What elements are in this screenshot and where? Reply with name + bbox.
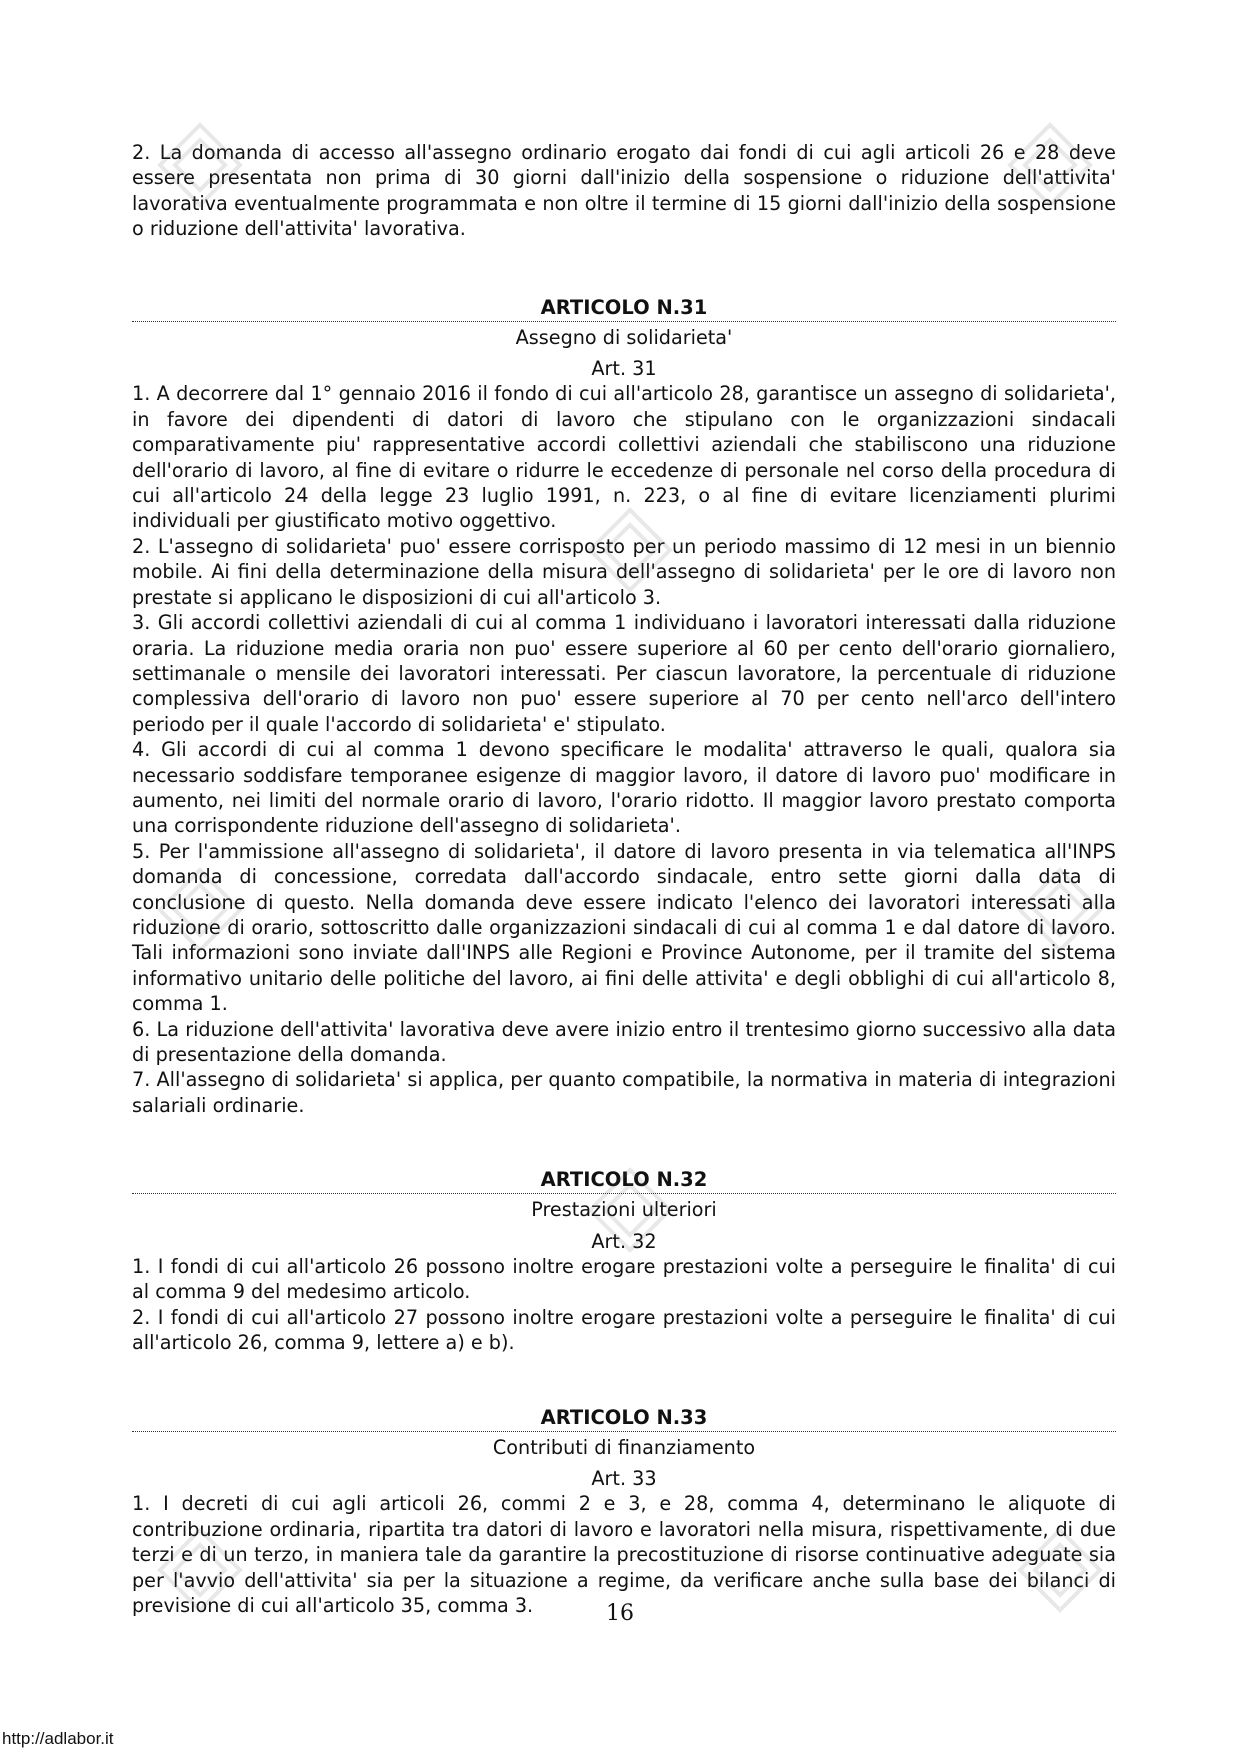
article-33 (132, 1406, 1116, 1619)
article-number: Art. 31 (591, 357, 657, 381)
article-paragraph: 6. La riduzione dell'attivita' lavorativa deve avere inizio entro il trentesimo giorno successivo alla data di presentazione della domanda. (132, 1017, 1116, 1066)
article-heading: ARTICOLO N.33 (540, 1405, 708, 1429)
article-number: Art. 32 (591, 1229, 657, 1253)
article-paragraph: 5. Per l'ammissione all'assegno di solidarieta', il datore di lavoro presenta in via telematica all'INPS domanda di concessione, corredata dall'accordo sindacale, entro sette giorni dalla data di conclusione di questo. Nella domanda deve essere indicato l'elenco dei lavoratori interessati alla riduzione di orario, sottoscritto dalle organizzazioni sindacali di cui al comma 1 e dal datore di lavoro. Tali informazioni sono inviate dall'INPS alle Regioni e Province Autonome, per il tramite del sistema informativo unitario delle politiche del lavoro, ai fini delle attivita' e degli obblighi di cui all'articolo 8, comma 1. (132, 839, 1116, 1016)
article-paragraph: 3. Gli accordi collettivi aziendali di cui al comma 1 individuano i lavoratori interessati dalla riduzione oraria. La riduzione media oraria non puo' essere superiore al 60 per cento dell'orario giornaliero, settimanale o mensile dei lavoratori interessati. Per ciascun lavoratore, la percentuale di riduzione complessiva dell'orario di lavoro non puo' essere superiore al 70 per cento nell'arco dell'intero periodo per il quale l'accordo di solidarieta' e' stipulato. (132, 611, 1116, 736)
article-divider (132, 321, 1116, 322)
article-divider (132, 1431, 1116, 1432)
article-paragraph: 4. Gli accordi di cui al comma 1 devono specificare le modalita' attraverso le quali, qualora sia necessario soddisfare temporanee esigenze di maggior lavoro, il datore di lavoro puo' modificare in aumento, nei limiti del normale orario di lavoro, l'orario ridotto. Il maggior lavoro prestato comporta una corrispondente riduzione dell'assegno di solidarieta'. (132, 738, 1116, 838)
page-number: 16 (606, 1601, 634, 1626)
footer-url[interactable]: http://adlabor.it (2, 1729, 114, 1748)
document-page (132, 140, 1116, 1619)
spacer (132, 242, 1116, 296)
article-paragraph: 2. L'assegno di solidarieta' puo' essere corrisposto per un periodo massimo di 12 mesi in un biennio mobile. Ai fini della determinazione della misura dell'assegno di solidarieta' per le ore di lavoro non prestate si applicano le disposizioni di cui all'articolo 3. (132, 534, 1116, 609)
spacer (132, 1356, 1116, 1406)
spacer (132, 1118, 1116, 1168)
article-title: Assegno di solidarieta' (515, 325, 733, 349)
article-paragraph: 7. All'assegno di solidarieta' si applica, per quanto compatibile, la normativa in materia di integrazioni salariali ordinarie. (132, 1068, 1116, 1117)
intro-paragraph: 2. La domanda di accesso all'assegno ordinario erogato dai fondi di cui agli articoli 26 e 28 deve essere presentata non prima di 30 giorni dall'inizio della sospensione o riduzione dell'attivita' lavorativa eventualmente programmata e non oltre il termine di 15 giorni dall'inizio della sospensione o riduzione dell'attivita' lavorativa. (132, 141, 1116, 241)
article-31 (132, 296, 1116, 1119)
article-paragraph: 1. I fondi di cui all'articolo 26 possono inoltre erogare prestazioni volte a perseguire le finalita' di cui al comma 9 del medesimo articolo. (132, 1255, 1116, 1304)
article-title: Prestazioni ulteriori (531, 1198, 717, 1222)
article-32 (132, 1168, 1116, 1355)
article-heading: ARTICOLO N.31 (540, 295, 708, 319)
article-heading: ARTICOLO N.32 (540, 1168, 708, 1192)
article-paragraph: 1. I decreti di cui agli articoli 26, commi 2 e 3, e 28, comma 4, determinano le aliquote di contribuzione ordinaria, ripartita tra datori di lavoro e lavoratori nella misura, rispettivamente, di due terzi e di un terzo, in maniera tale da garantire la precostituzione di risorse continuative adeguate sia per l'avvio dell'attivita' sia per la situazione a regime, da verificare anche sulla base dei bilanci di previsione di cui all'articolo 35, comma 3. (132, 1492, 1116, 1618)
article-title: Contributi di finanziamento (492, 1435, 756, 1459)
article-paragraph: 2. I fondi di cui all'articolo 27 possono inoltre erogare prestazioni volte a perseguire le finalita' di cui all'articolo 26, comma 9, lettere a) e b). (132, 1305, 1116, 1355)
article-number: Art. 33 (591, 1467, 657, 1491)
article-paragraph: 1. A decorrere dal 1° gennaio 2016 il fondo di cui all'articolo 28, garantisce un assegno di solidarieta', in favore dei dipendenti di datori di lavoro che stipulano con le organizzazioni sindacali comparativamente piu' rappresentative accordi collettivi aziendali che stabiliscono una riduzione dell'orario di lavoro, al fine di evitare o ridurre le eccedenze di personale nel corso della procedura di cui all'articolo 24 della legge 23 luglio 1991, n. 223, o al fine di evitare licenziamenti plurimi individuali per giustificato motivo oggettivo. (132, 382, 1116, 533)
article-divider (132, 1193, 1116, 1194)
